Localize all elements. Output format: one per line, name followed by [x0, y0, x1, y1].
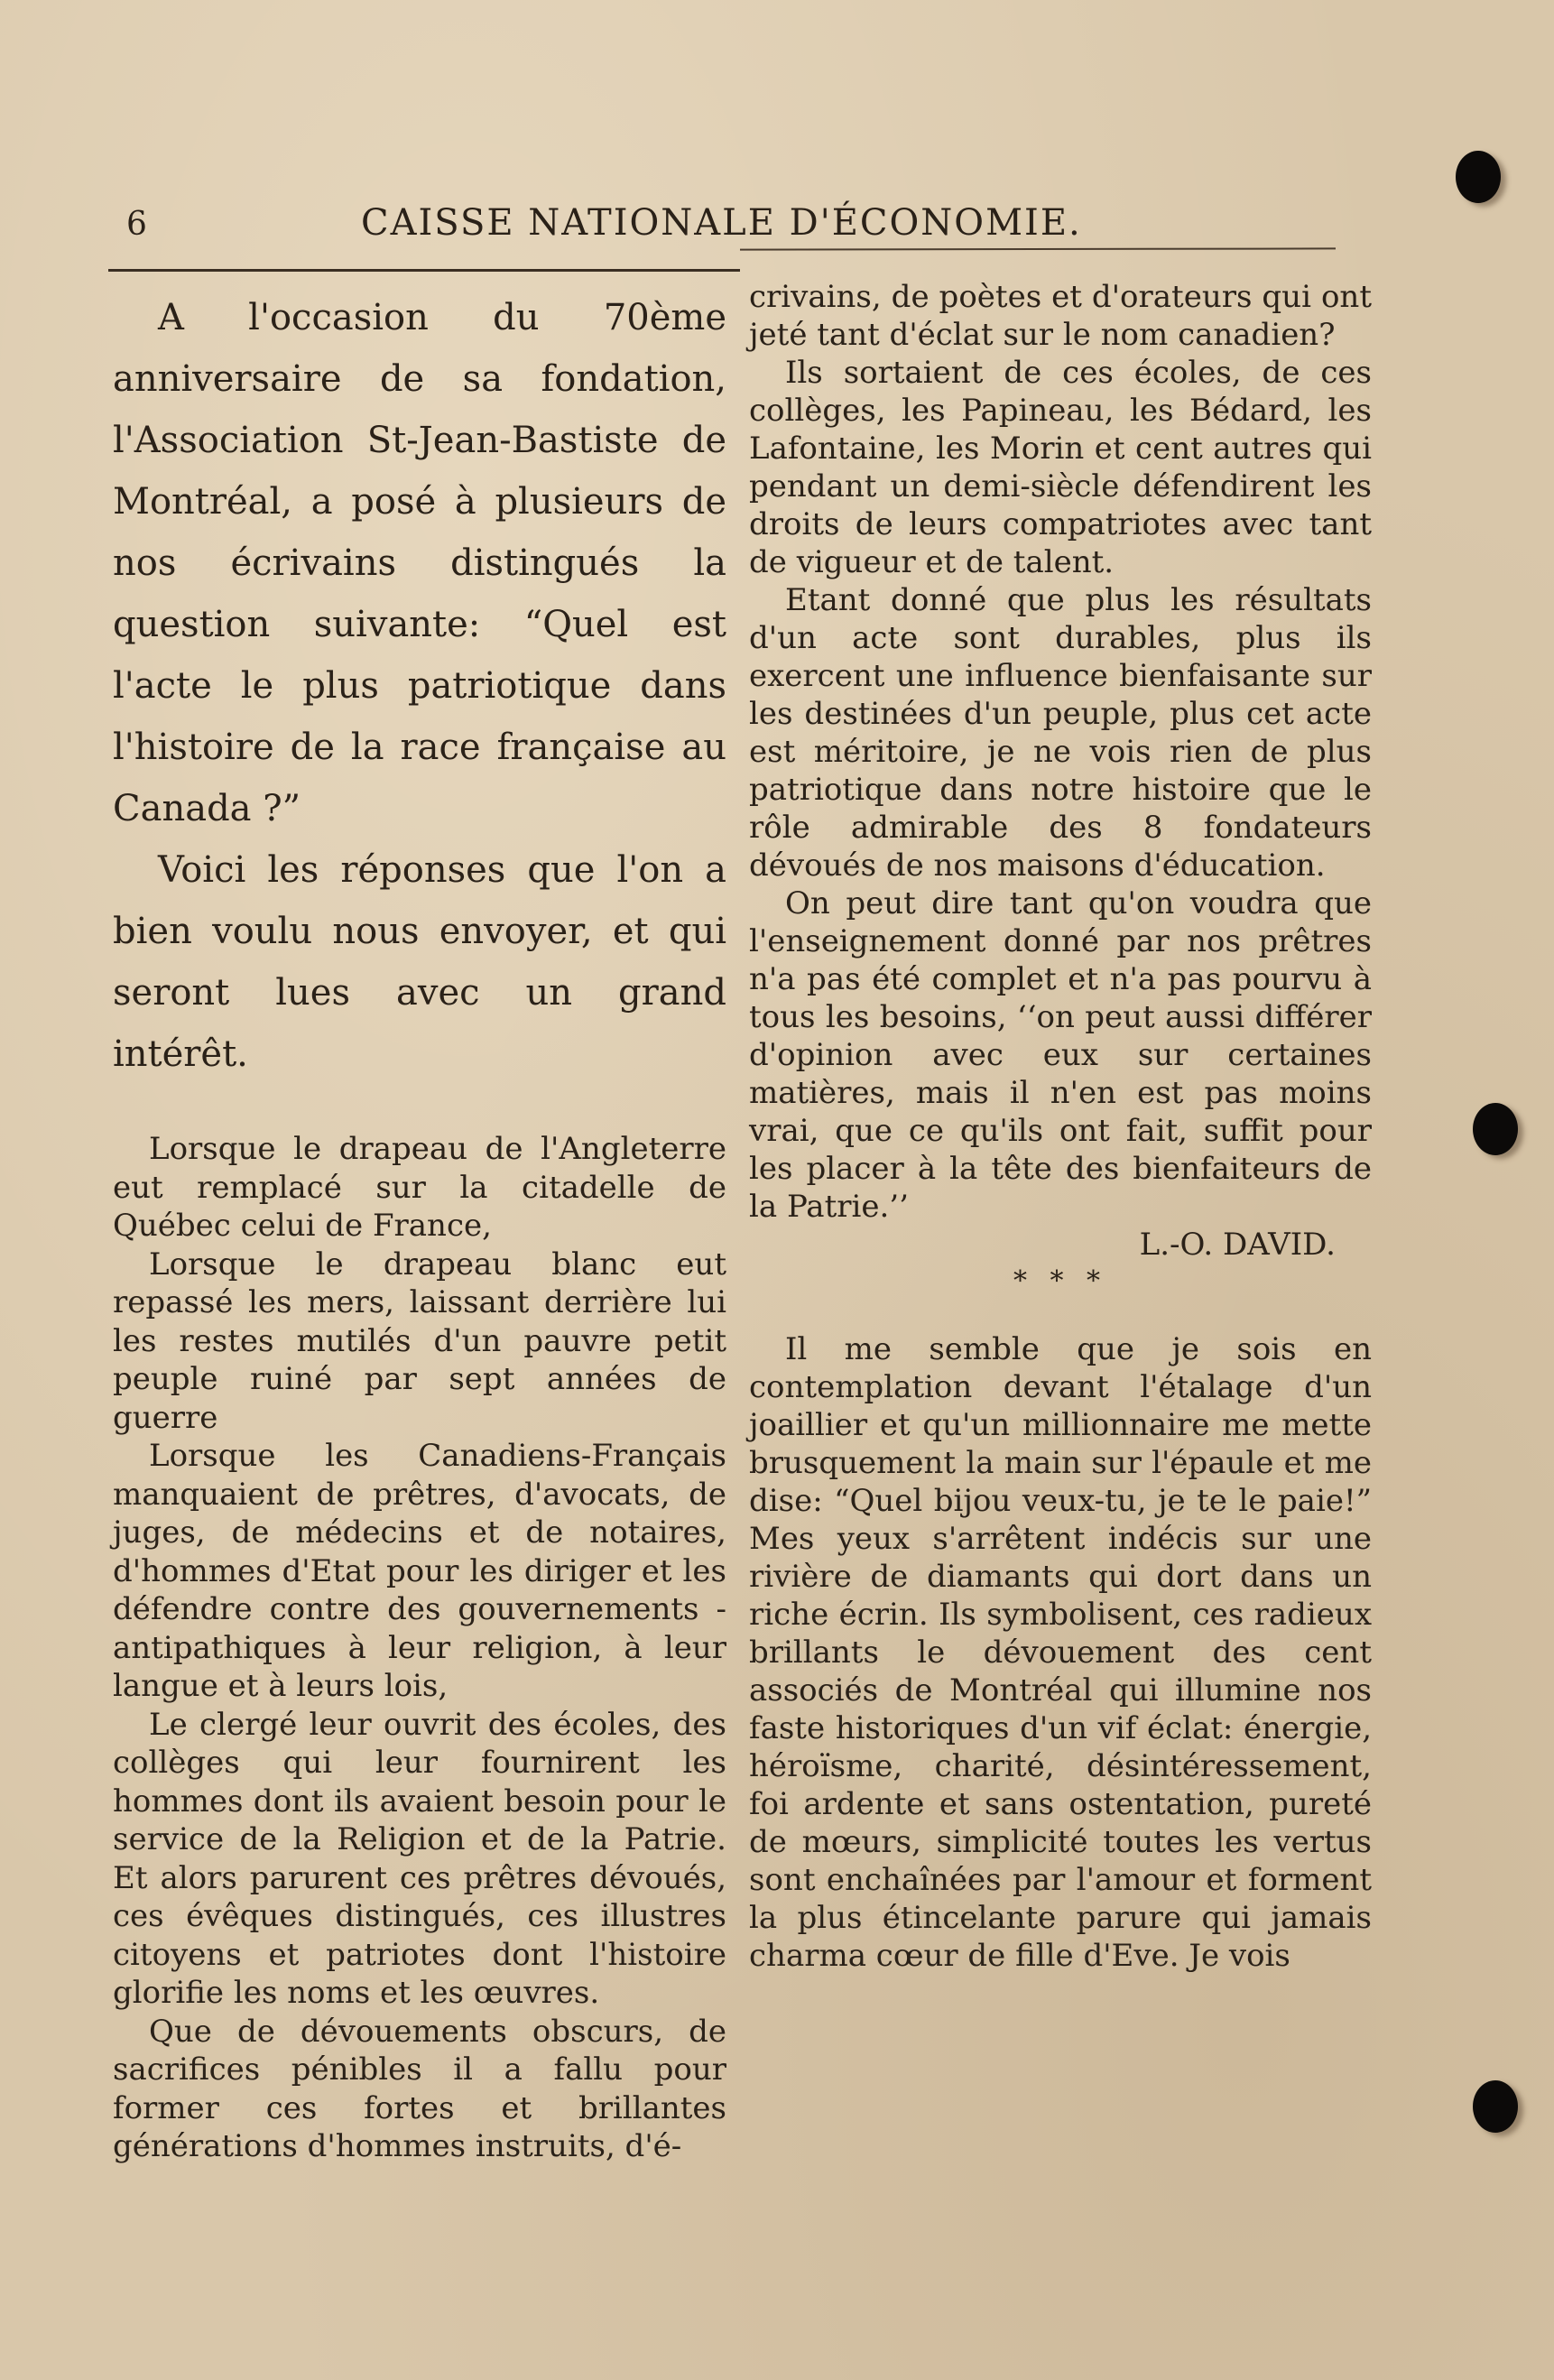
section-separator: * * * [1013, 1265, 1108, 1297]
paragraph: On peut dire tant qu'on voudra que l'enseignement donné par nos prêtres n'a pas été complet et n'a pas pourvu à tous les besoins, ‘‘on peut aussi différer d'opinion avec eux sur certaines matières, mais il n'en est pas moins vrai, que ce qu'ils ont fait, suffit pour les placer à la tête des bienfaiteurs de la Patrie.’’ [749, 885, 1372, 1225]
binder-hole [1473, 2080, 1518, 2133]
page-number: 6 [126, 206, 147, 243]
intro-paragraph: Voici les réponses que l'on a bien voulu nous envoyer, et qui seront lues avec un grand intérêt. [113, 849, 726, 1075]
author-signature: L.-O. DAVID. [1139, 1227, 1336, 1263]
paragraph: Le clergé leur ouvrit des écoles, des collèges qui leur fournirent les hommes dont ils avaient besoin pour le service de la Religion et de la Patrie. Et alors parurent ces prêtres dévoués, ces évêques distingués, ces illustres citoyens et patriotes dont l'histoire glorifie les noms et les œuvres. [113, 1706, 726, 2011]
article-body-left [113, 1130, 726, 2166]
paragraph: Lorsque le drapeau blanc eut repassé les mers, laissant derrière lui les restes mutilés d'un pauvre petit peuple ruiné par sept années de guerre [113, 1246, 726, 1436]
paragraph: Il me semble que je sois en contemplation devant l'étalage d'un joaillier et qu'un millionnaire me mette brusquement la main sur l'épaule et me dise: “Quel bijou veux-tu, je te le paie!” Mes yeux s'arrêtent indécis sur une rivière de diamants qui dort dans un riche écrin. Ils symbolisent, ces radieux brillants le dévouement des cent associés de Montréal qui illumine nos faste historiques d'un vif éclat: énergie, héroïsme, charité, désintéressement, foi ardente et sans ostentation, pureté de mœurs, simplicité toutes les vertus sont enchaînées par l'amour et forment la plus étincelante parure qui jamais charma cœur de fille d'Eve. Je vois [749, 1331, 1372, 1974]
paragraph: Ils sortaient de ces écoles, de ces collèges, les Papineau, les Bédard, les Lafontaine, les Morin et cent autres qui pendant un demi-siècle défendirent les droits de leurs compatriotes avec tant de vigueur et de talent. [749, 355, 1372, 580]
right-column [749, 278, 1372, 1975]
binder-hole [1456, 151, 1501, 203]
paragraph: Etant donné que plus les résultats d'un acte sont durables, plus ils exercent une influence bienfaisante sur les destinées d'un peuple, plus cet acte est méritoire, je ne vois rien de plus patriotique dans notre histoire que le rôle admirable des 8 fondateurs dévoués de nos maisons d'éducation. [749, 582, 1372, 884]
running-title: CAISSE NATIONALE D'ÉCONOMIE. [361, 202, 1082, 244]
paragraph: Lorsque le drapeau de l'Angleterre eut remplacé sur la citadelle de Québec celui de France, [113, 1131, 726, 1244]
binder-hole [1473, 1103, 1518, 1155]
header-rule [108, 269, 740, 272]
intro-paragraph: A l'occasion du 70ème anniversaire de sa fondation, l'Association St-Jean-Bastiste de Montréal, a posé à plusieurs de nos écrivains distingués la question suivante: “Quel est l'acte le plus patriotique dans l'histoire de la race française au Canada ?” [113, 297, 726, 829]
paragraph: Que de dévouements obscurs, de sacrifices pénibles il a fallu pour former ces fortes et brillantes générations d'hommes instruits, d'é- [113, 2013, 726, 2164]
paragraph: Lorsque les Canadiens-Français manquaient de prêtres, d'avocats, de juges, de médecins et de notaires, d'hommes d'Etat pour les diriger et les défendre contre des gouvernements - antipathiques à leur religion, à leur langue et à leurs lois, [113, 1438, 726, 1704]
paragraph-continuation: crivains, de poètes et d'orateurs qui ont jeté tant d'éclat sur le nom canadien? [749, 279, 1372, 353]
left-column [113, 287, 726, 2166]
page-header [126, 197, 1336, 251]
intro-block [113, 287, 726, 1085]
